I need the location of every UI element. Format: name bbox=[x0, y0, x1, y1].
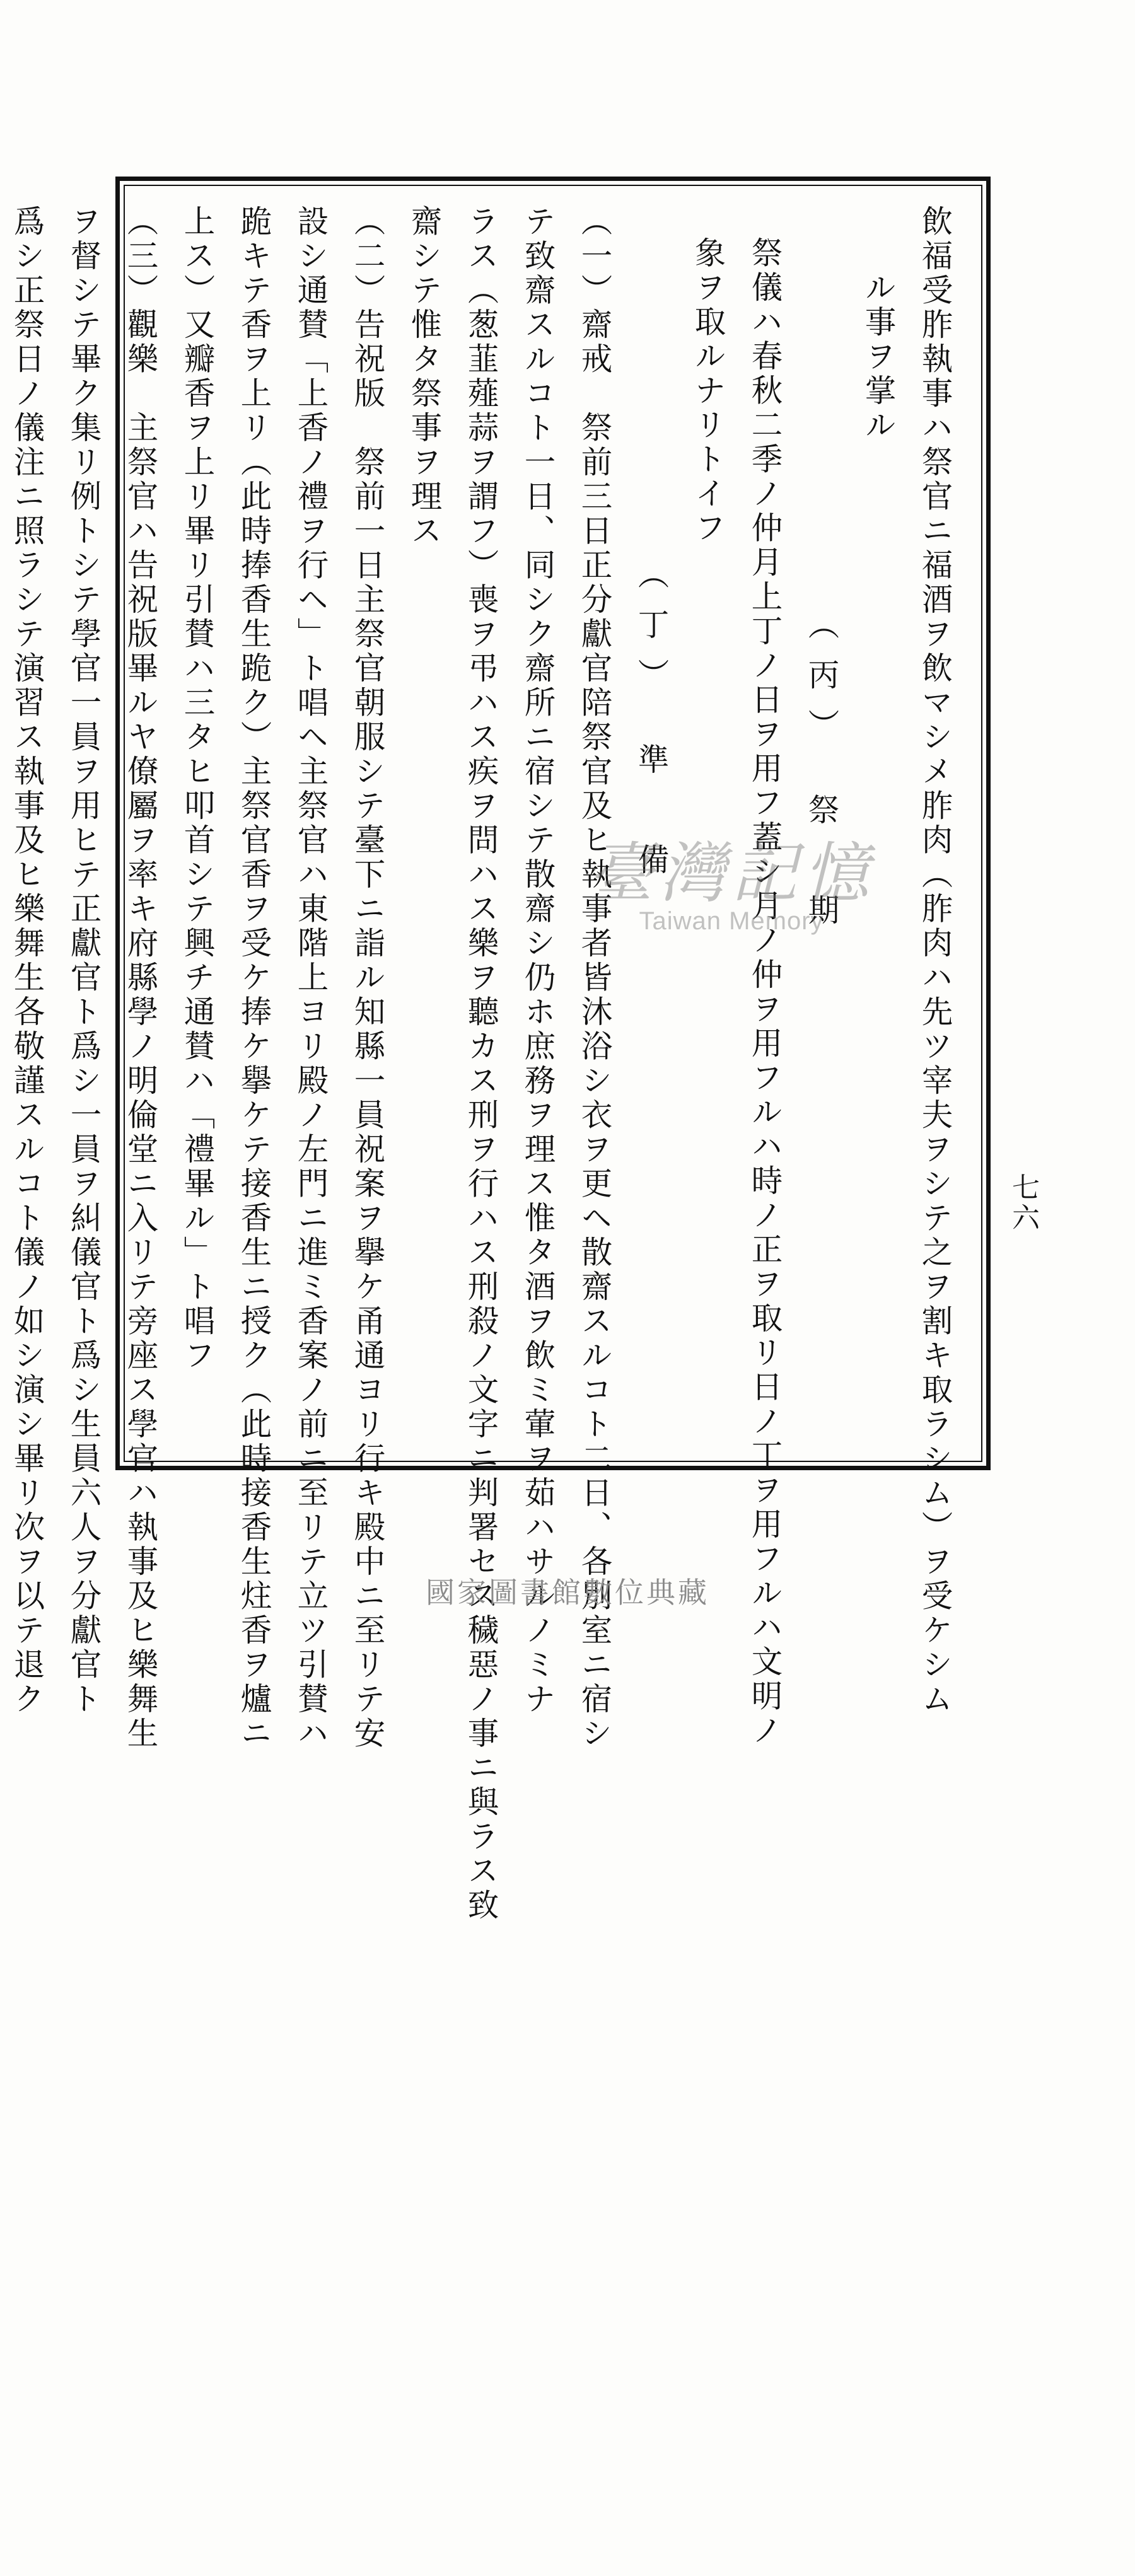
text-column: テ致齋スルコト一日、同シク齋所ニ宿シテ散齋シ仍ホ庶務ヲ理ス惟タ酒ヲ飲ミ葷ヲ茹ハサルノミナ bbox=[520, 205, 556, 1717]
text-column: ル事ヲ掌ル bbox=[860, 271, 897, 443]
text-column: 設シ通賛「上香ノ禮ヲ行ヘ」ト唱ヘ主祭官ハ東階上ヨリ殿ノ左門ニ進ミ香案ノ前ニ至リテ立ツ引賛ハ bbox=[293, 205, 329, 1751]
watermark bbox=[555, 835, 908, 936]
text-column: 爲シ正祭日ノ儀注ニ照ラシテ演習ス執事及ヒ樂舞生各敬謹スルコト儀ノ如シ演シ畢リ次ヲ以テ退ク bbox=[9, 205, 45, 1717]
text-column: 飲福受胙執事ハ祭官ニ福酒ヲ飲マシメ胙肉（胙肉ハ先ツ宰夫ヲシテ之ヲ割キ取ラシム）ヲ受ケシム bbox=[917, 205, 953, 1717]
text-column: ラス（葱韮薤蒜ヲ謂フ）喪ヲ弔ハス疾ヲ問ハス樂ヲ聽カス刑ヲ行ハス刑殺ノ文字ニ判署セス穢惡ノ事ニ與ラス致 bbox=[463, 205, 499, 1923]
section-heading-sai-ki: （丙） 祭 期 bbox=[803, 608, 840, 944]
text-column: （一）齋戒 祭前三日正分獻官陪祭官及ヒ執事者皆沐浴シ衣ヲ更ヘ散齋スルコト二日、各別室ニ宿シ bbox=[576, 205, 613, 1751]
text-column: 跪キテ香ヲ上リ（此時捧香生跪ク）主祭官香ヲ受ケ捧ケ擧ケテ接香生ニ授ク（此時接香生炷香ヲ爐ニ bbox=[236, 205, 272, 1751]
text-column: ヲ督シテ畢ク集リ例トシテ學官一員ヲ用ヒテ正獻官ト爲シ一員ヲ糾儀官ト爲シ生員六人ヲ分獻官ト bbox=[66, 205, 102, 1717]
text-column: 祭儀ハ春秋二季ノ仲月上丁ノ日ヲ用フ蓋シ月ノ仲ヲ用フルハ時ノ正ヲ取リ日ノ丁ヲ用フルハ文明ノ bbox=[747, 236, 783, 1748]
section-heading-jun-bi: （丁） 準 備 bbox=[633, 558, 670, 893]
text-column: （二）告祝版 祭前一日主祭官朝服シテ臺下ニ詣ル知縣一員祝案ヲ擧ケ甬通ヨリ行キ殿中ニ至リテ安 bbox=[349, 205, 386, 1751]
watermark-cjk: 臺灣記憶 bbox=[587, 835, 875, 912]
text-column: 象ヲ取ルナリトイフ bbox=[690, 236, 726, 546]
watermark-en: Taiwan Memory bbox=[639, 907, 824, 935]
text-column: （三）觀樂 主祭官ハ告祝版畢ルヤ僚屬ヲ率キ府縣學ノ明倫堂ニ入リテ旁座ス學官ハ執事及ヒ樂舞生 bbox=[122, 205, 159, 1751]
footer-credit: 國家圖書館數位典藏 bbox=[426, 1575, 709, 1610]
page-number: 七六 bbox=[1007, 1173, 1039, 1233]
text-column: 上ス）又瓣香ヲ上リ畢リ引賛ハ三タヒ叩首シテ興チ通賛ハ「禮畢ル」ト唱フ bbox=[179, 205, 216, 1373]
text-column: 齋シテ惟タ祭事ヲ理ス bbox=[406, 205, 443, 548]
